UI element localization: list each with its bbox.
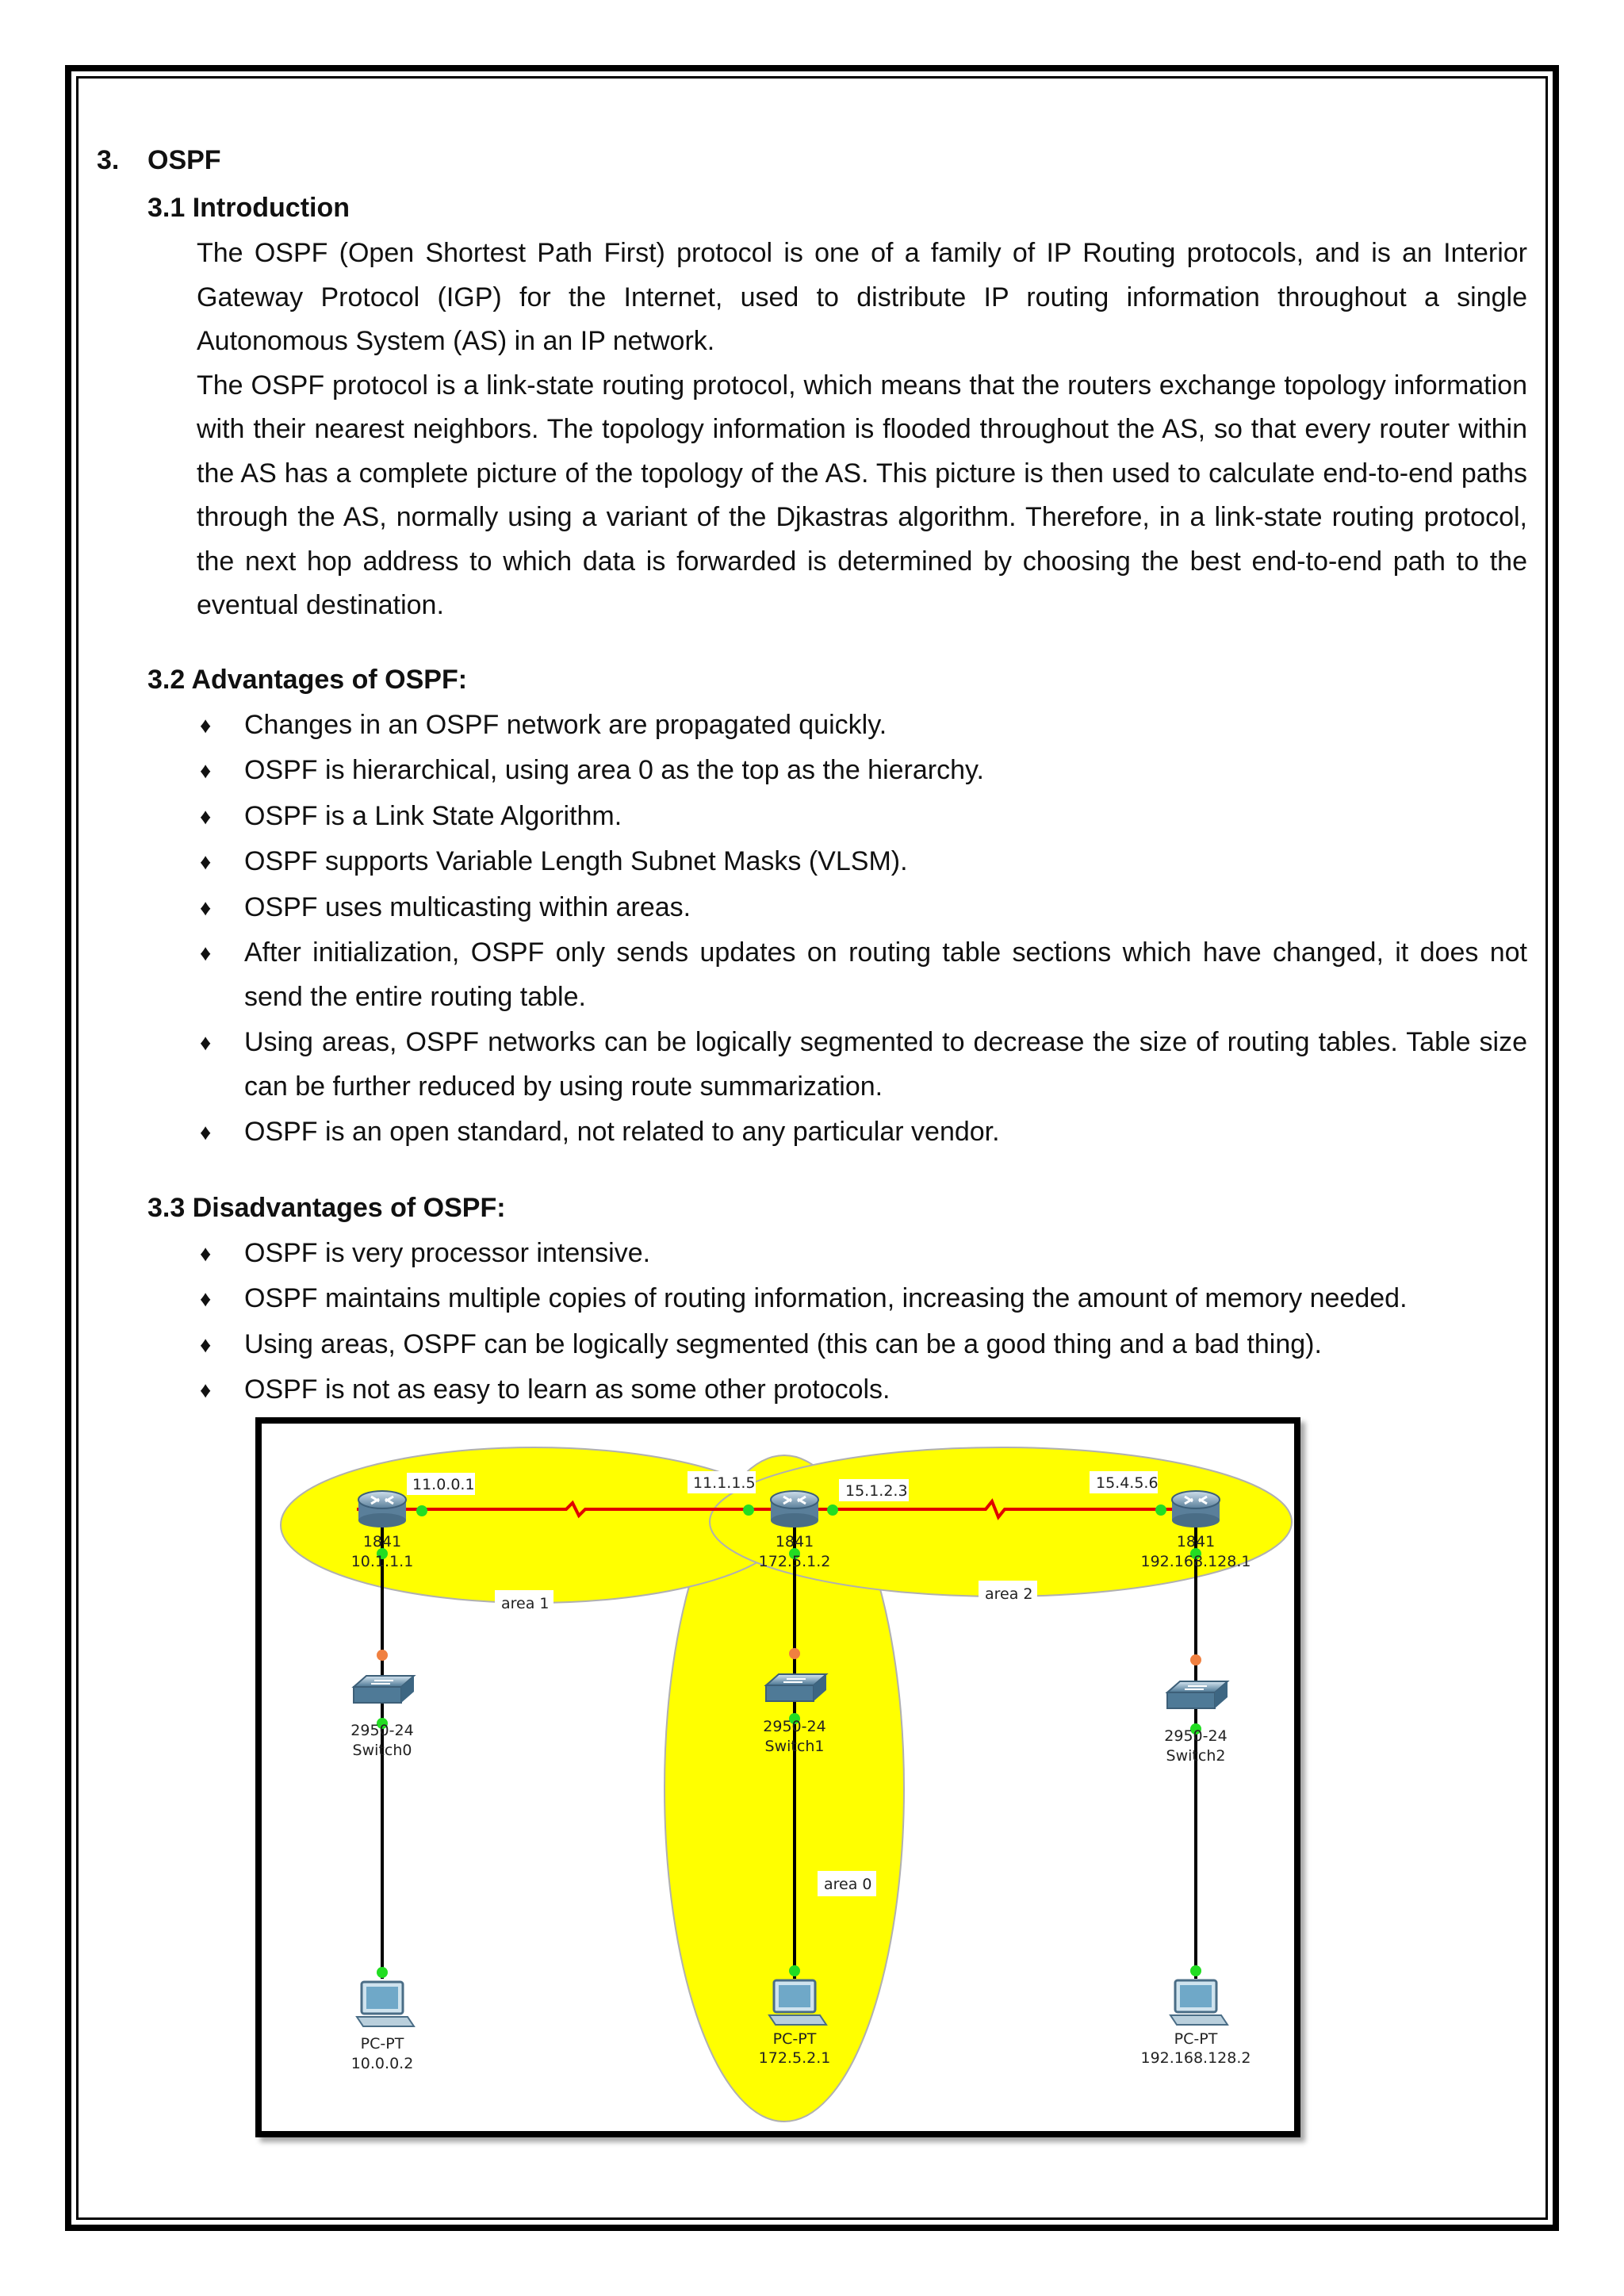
pc-icon[interactable] xyxy=(357,1982,414,2026)
link-ip-label: 15.1.2.3 xyxy=(845,1482,908,1500)
port-up-icon xyxy=(377,1967,388,1978)
section-number: 3. xyxy=(97,145,120,175)
bullet-diamond-icon: ♦ xyxy=(200,1030,212,1055)
pc-ip-label: 192.168.128.2 xyxy=(1140,2049,1251,2067)
list-item-text: OSPF maintains multiple copies of routing information, increasing the amount of memory needed. xyxy=(244,1283,1408,1313)
list-item-text: OSPF is hierarchical, using area 0 as the top as the hierarchy. xyxy=(244,755,984,785)
router-model-label: 1841 xyxy=(1176,1533,1216,1550)
list-item-text: OSPF is very processor intensive. xyxy=(244,1237,651,1268)
router-ip-label: 192.168.128.1 xyxy=(1140,1553,1251,1570)
disadvantages-list xyxy=(200,1232,1527,1412)
bullet-diamond-icon: ♦ xyxy=(200,941,212,965)
intro-paragraph-1: The OSPF (Open Shortest Path First) protocol is one of a family of IP Routing protocols, and is an Interior Gateway Protocol (IGP) for the Internet, used to distribute IP routing information throughout a single Autonomous System (AS) in an IP network. xyxy=(197,238,1527,356)
bullet-diamond-icon: ♦ xyxy=(200,895,212,920)
link-ip-label: 11.0.0.1 xyxy=(412,1476,475,1493)
router-model-label: 1841 xyxy=(775,1533,814,1550)
list-item xyxy=(200,886,1527,930)
switch-name-label: Switch0 xyxy=(352,1742,412,1759)
port-up-icon xyxy=(1190,1965,1201,1976)
list-item xyxy=(200,1277,1527,1321)
bullet-diamond-icon: ♦ xyxy=(200,1240,212,1266)
router-ip-label: 172.5.1.2 xyxy=(758,1553,831,1570)
port-up-icon xyxy=(789,1965,800,1976)
list-item xyxy=(200,1021,1527,1109)
list-item-text: OSPF supports Variable Length Subnet Masks (VLSM). xyxy=(244,846,908,876)
list-item-text: Changes in an OSPF network are propagated quickly. xyxy=(244,709,887,740)
bullet-diamond-icon: ♦ xyxy=(200,1286,212,1311)
spacer xyxy=(97,628,1529,656)
list-item-text: OSPF is a Link State Algorithm. xyxy=(244,800,622,831)
switch-icon[interactable] xyxy=(354,1676,414,1703)
list-item xyxy=(200,1368,1527,1412)
pc-model-label: PC-PT xyxy=(1174,2030,1218,2048)
port-up-icon xyxy=(743,1504,754,1516)
bullet-diamond-icon: ♦ xyxy=(200,849,212,874)
list-item xyxy=(200,795,1527,839)
port-orange-icon xyxy=(377,1650,388,1661)
list-item xyxy=(200,1110,1527,1155)
switch-model-label: 2950-24 xyxy=(350,1722,414,1739)
list-item-text: After initialization, OSPF only sends updates on routing table sections which have changed, it does not send the entire routing table. xyxy=(244,937,1527,1012)
port-up-icon xyxy=(416,1505,427,1516)
list-item-text: Using areas, OSPF can be logically segmented (this can be a good thing and a bad thing). xyxy=(244,1328,1322,1359)
pc-model-label: PC-PT xyxy=(360,2035,404,2053)
bullet-diamond-icon: ♦ xyxy=(200,1120,212,1144)
router-icon[interactable] xyxy=(771,1491,818,1527)
list-item xyxy=(200,749,1527,793)
router-icon[interactable] xyxy=(1172,1491,1220,1527)
intro-paragraph-2: The OSPF protocol is a link-state routing protocol, which means that the routers exchange topology information with their nearest neighbors. The topology information is flooded throughout the AS, so that every router within the AS has a complete picture of the topology of the AS. This picture is then used to calculate end-to-end paths through the AS, normally using a variant of the Djkastras algorithm. Therefore, in a link-state routing protocol, the next hop address to which data is forwarded is determined by choosing the best end-to-end path to the eventual destination. xyxy=(197,370,1527,620)
pc-icon[interactable] xyxy=(1170,1980,1228,2025)
advantages-heading: 3.2 Advantages of OSPF: xyxy=(147,664,468,695)
router-ip-label: 10.1.1.1 xyxy=(350,1553,414,1570)
list-item xyxy=(200,840,1527,884)
topology-canvas xyxy=(262,1424,1294,2131)
router-model-label: 1841 xyxy=(362,1533,402,1550)
bullet-diamond-icon: ♦ xyxy=(200,803,212,829)
switch-model-label: 2950-24 xyxy=(763,1718,826,1735)
bullet-diamond-icon: ♦ xyxy=(200,1378,212,1402)
list-item-text: OSPF is not as easy to learn as some other protocols. xyxy=(244,1374,891,1405)
ospf-topology-diagram xyxy=(255,1417,1300,2137)
pc-ip-label: 172.5.2.1 xyxy=(758,2049,831,2067)
bullet-diamond-icon: ♦ xyxy=(200,712,212,738)
link-ip-label: 11.1.1.5 xyxy=(693,1474,756,1492)
list-item xyxy=(200,1323,1527,1367)
area-2-label: area 2 xyxy=(985,1585,1033,1603)
pc-ip-label: 10.0.0.2 xyxy=(350,2055,414,2072)
area-1-label: area 1 xyxy=(501,1595,550,1612)
port-orange-icon xyxy=(789,1648,800,1659)
area-0-label: area 0 xyxy=(824,1876,872,1893)
intro-heading: 3.1 Introduction xyxy=(147,193,350,223)
switch-name-label: Switch1 xyxy=(764,1738,825,1755)
advantages-list xyxy=(200,703,1527,1155)
disadvantages-heading: 3.3 Disadvantages of OSPF: xyxy=(147,1192,506,1223)
section-heading xyxy=(97,136,1529,184)
switch-name-label: Switch2 xyxy=(1166,1747,1226,1765)
bullet-diamond-icon: ♦ xyxy=(200,1332,212,1357)
list-item-text: OSPF is an open standard, not related to any particular vendor. xyxy=(244,1117,1000,1147)
port-up-icon xyxy=(827,1504,838,1516)
switch-icon[interactable] xyxy=(766,1674,826,1701)
link-ip-label: 15.4.5.6 xyxy=(1096,1474,1159,1492)
switch-icon[interactable] xyxy=(1167,1681,1228,1708)
list-item xyxy=(200,931,1527,1019)
bullet-diamond-icon: ♦ xyxy=(200,758,212,783)
section-title: OSPF xyxy=(147,145,221,175)
router-icon[interactable] xyxy=(358,1491,406,1527)
port-orange-icon xyxy=(1190,1654,1201,1665)
list-item-text: OSPF uses multicasting within areas. xyxy=(244,891,691,922)
switch-model-label: 2950-24 xyxy=(1164,1727,1228,1745)
list-item-text: Using areas, OSPF networks can be logically segmented to decrease the size of routing tables. Table size can be further reduced by using route summarization. xyxy=(244,1027,1527,1102)
list-item xyxy=(200,1232,1527,1276)
list-item xyxy=(200,703,1527,748)
document-body xyxy=(97,136,1529,1414)
spacer xyxy=(97,1156,1529,1184)
port-up-icon xyxy=(1155,1504,1166,1516)
pc-model-label: PC-PT xyxy=(772,2030,817,2048)
